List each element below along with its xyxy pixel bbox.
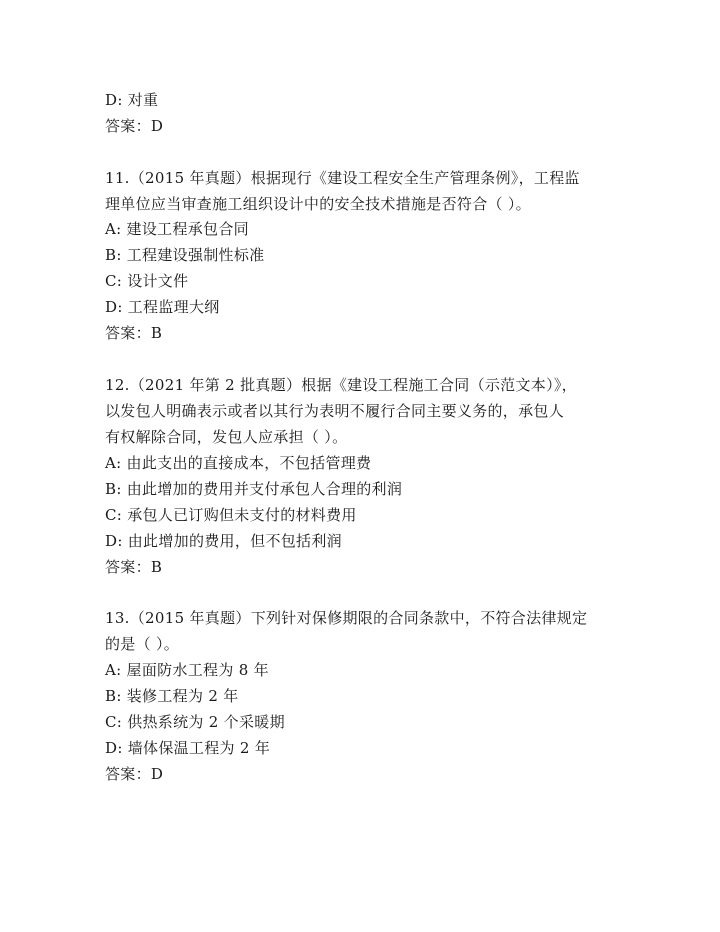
question-12-option-a: A: 由此支出的直接成本，不包括管理费 <box>105 454 372 472</box>
question-13-option-a: A: 屋面防水工程为 8 年 <box>105 661 269 679</box>
question-13-answer: 答案：D <box>105 765 164 783</box>
question-12-option-d: D: 由此增加的费用，但不包括利润 <box>105 532 342 550</box>
option-d-prev: D: 对重 <box>105 91 159 109</box>
question-11-option-c: C: 设计文件 <box>105 272 189 290</box>
question-13-stem-line-2: 的是（ ）。 <box>105 635 180 653</box>
question-13-option-d: D: 墙体保温工程为 2 年 <box>105 739 271 757</box>
question-12-stem-line-1: 12.（2021 年第 2 批真题）根据《建设工程施工合同（示范文本）》， <box>105 376 577 394</box>
answer-prev: 答案：D <box>105 117 164 135</box>
question-13-option-b: B: 装修工程为 2 年 <box>105 687 239 705</box>
question-11-option-b: B: 工程建设强制性标准 <box>105 246 265 264</box>
question-12-option-c: C: 承包人已订购但未支付的材料费用 <box>105 506 357 524</box>
question-12-stem-line-2: 以发包人明确表示或者以其行为表明不履行合同主要义务的，承包人 <box>105 402 565 420</box>
question-11-stem-line-2: 理单位应当审查施工组织设计中的安全技术措施是否符合（ ）。 <box>105 195 531 213</box>
question-11-option-d: D: 工程监理大纲 <box>105 298 220 316</box>
question-13-option-c: C: 供热系统为 2 个采暖期 <box>105 713 285 731</box>
question-11-answer: 答案：B <box>105 324 163 342</box>
question-13-stem-line-1: 13.（2015 年真题）下列针对保修期限的合同条款中，不符合法律规定 <box>105 609 588 627</box>
question-12-stem-line-3: 有权解除合同，发包人应承担（ ）。 <box>105 428 348 446</box>
question-12-answer: 答案：B <box>105 558 163 576</box>
question-11-option-a: A: 建设工程承包合同 <box>105 220 249 238</box>
question-11-stem-line-1: 11.（2015 年真题）根据现行《建设工程安全生产管理条例》，工程监 <box>105 169 580 187</box>
question-12-option-b: B: 由此增加的费用并支付承包人合理的利润 <box>105 480 403 498</box>
